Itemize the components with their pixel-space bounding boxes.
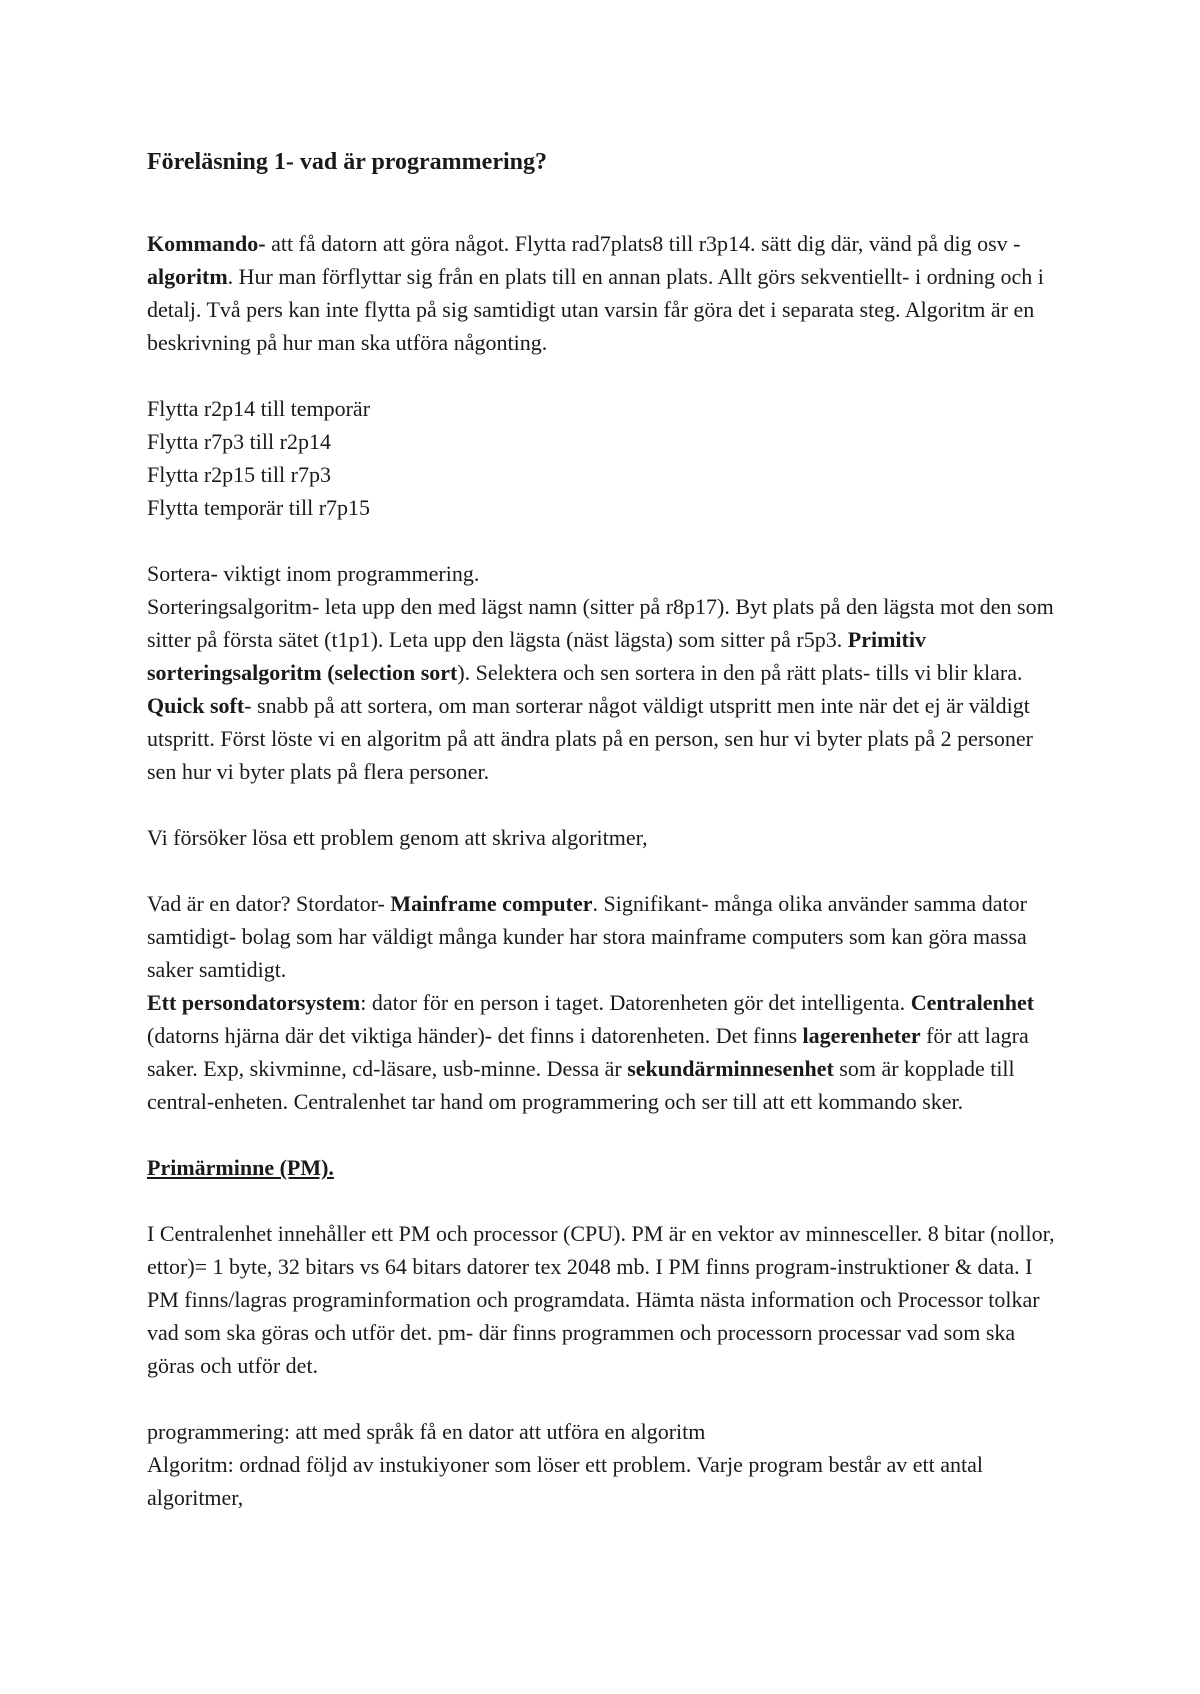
bold-term: Primitiv sorteringsalgoritm (selection sort [147, 627, 926, 685]
paragraph-kommando: Kommando- att få datorn att göra något. Flytta rad7plats8 till r3p14. sätt dig där, vänd på dig osv - algoritm. Hur man förflyttar sig från en plats till en annan plats. Allt görs sekventiellt- i ordning och i detalj. Två pers kan inte flytta på sig samtidigt utan varsin får göra det i separata steg. Algoritm är en beskrivning på hur man ska utföra någonting. [147, 231, 1044, 355]
bold-term: sekundärminnesenhet [627, 1056, 834, 1081]
list-item: Flytta r2p14 till temporär [147, 396, 371, 421]
document-body [147, 146, 1067, 1514]
paragraph-sortera: Sortera- viktigt inom programmering. [147, 561, 480, 586]
paragraph-algoritmer: Vi försöker lösa ett problem genom att skriva algoritmer, [147, 825, 648, 850]
paragraph-pm: I Centralenhet innehåller ett PM och processor (CPU). PM är en vektor av minnesceller. 8 bitar (nollor, ettor)= 1 byte, 32 bitars vs 64 bitars datorer tex 2048 mb. I PM finns program-instruktioner & data. I PM finns/lagras programinformation och programdata. Hämta nästa information och Processor tolkar vad som ska göras och utför det. pm- där finns programmen och processorn processar vad som ska göras och utför det. [147, 1221, 1055, 1378]
bold-term: Ett persondatorsystem [147, 990, 361, 1015]
paragraph-programmering-definition: programmering: att med språk få en dator att utföra en algoritm [147, 1419, 706, 1444]
list-item: Flytta temporär till r7p15 [147, 495, 371, 520]
page-title: Föreläsning 1- vad är programmering? [147, 149, 547, 175]
bold-term: algoritm [147, 264, 228, 289]
bold-term: Quick soft [147, 693, 245, 718]
list-item: Flytta r2p15 till r7p3 [147, 462, 331, 487]
paragraph-dator: Vad är en dator? Stordator- Mainframe computer. Signifikant- många olika använder samma dator samtidigt- bolag som har väldigt många kunder har stora mainframe computers som kan göra massa saker samtidigt. [147, 891, 1027, 982]
paragraph-algoritm-definition: Algoritm: ordnad följd av instukiyoner som löser ett problem. Varje program består av ett antal algoritmer, [147, 1452, 983, 1510]
bold-term: Mainframe computer [390, 891, 593, 916]
paragraph-persondator: Ett persondatorsystem: dator för en person i taget. Datorenheten gör det intelligenta. Centralenhet (datorns hjärna där det viktiga händer)- det finns i datorenheten. Det finns lagerenheter för att lagra saker. Exp, skivminne, cd-läsare, usb-minne. Dessa är sekundärminnesenhet som är kopplade till central-enheten. Centralenhet tar hand om programmering och ser till att ett kommando sker. [147, 990, 1035, 1114]
bold-term: Kommando- [147, 231, 266, 256]
bold-term: Centralenhet [910, 990, 1035, 1015]
list-item: Flytta r7p3 till r2p14 [147, 429, 331, 454]
section-heading-pm: Primärminne (PM). [147, 1155, 334, 1180]
steps-list [147, 392, 1067, 524]
bold-term: lagerenheter [802, 1023, 921, 1048]
paragraph-sorteringsalgoritm: Sorteringsalgoritm- leta upp den med lägst namn (sitter på r8p17). Byt plats på den lägsta mot den som sitter på första sätet (t1p1). Leta upp den lägsta (näst lägsta) som sitter på r5p3. Primitiv sorteringsalgoritm (selection sort). Selektera och sen sortera in den på rätt plats- tills vi blir klara. Quick soft- snabb på att sortera, om man sorterar något väldigt utspritt men inte när det ej är väldigt utspritt. Först löste vi en algoritm på att ändra plats på en person, sen hur vi byter plats på 2 personer sen hur vi byter plats på flera personer. [147, 594, 1054, 784]
